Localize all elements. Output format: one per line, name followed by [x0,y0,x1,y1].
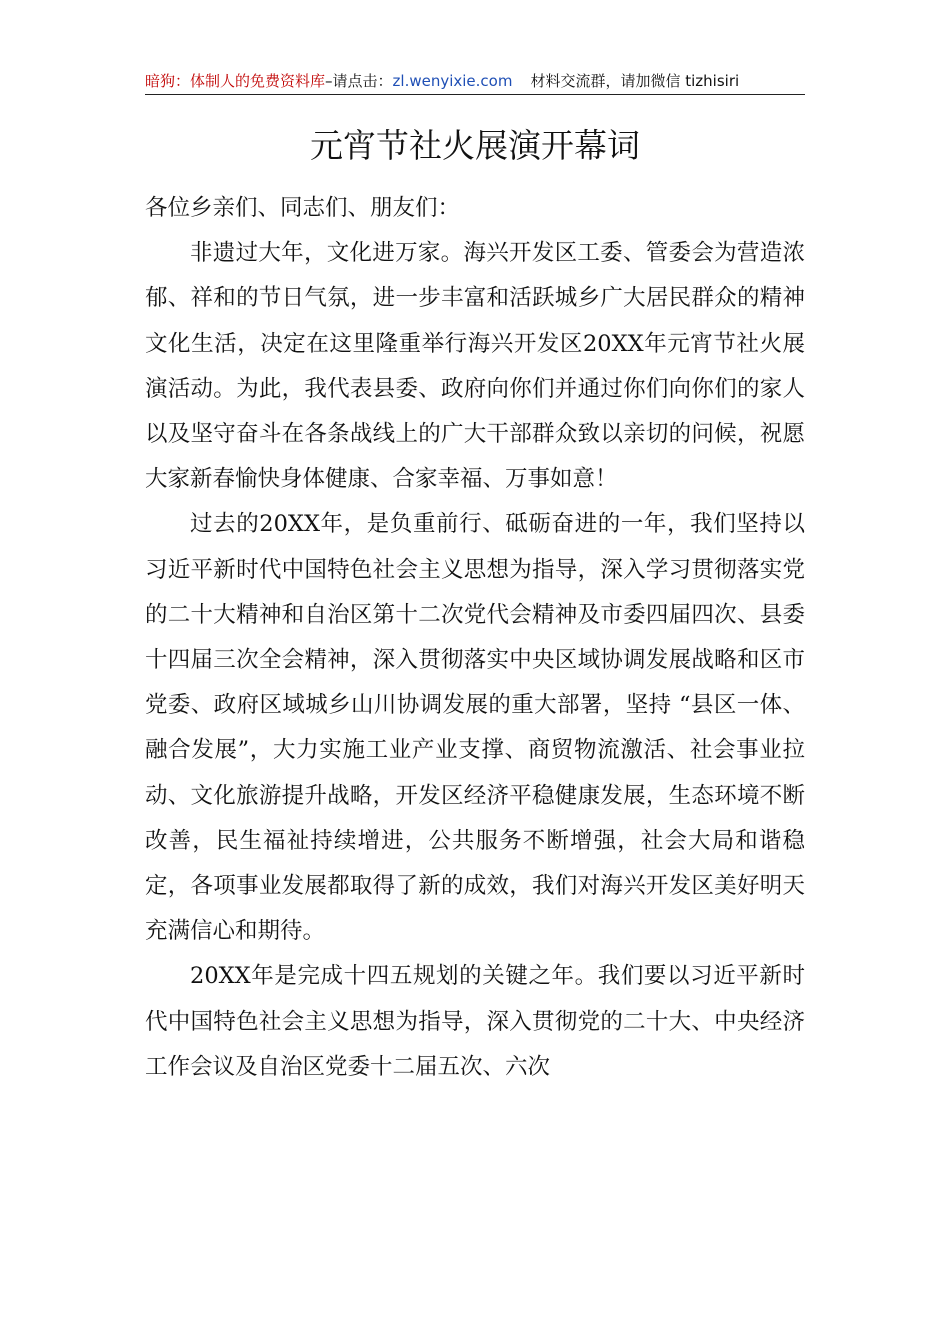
header-url-link[interactable]: zl.wenyixie.com [392,72,513,90]
body-paragraph-1: 非遗过大年，文化进万家。海兴开发区工委、管委会为营造浓郁、祥和的节日气氛，进一步丰富和活跃城乡广大居民群众的精神文化生活，决定在这里隆重举行海兴开发区20XX年元宵节社火展演活动。为此，我代表县委、政府向你们并通过你们向你们的家人以及坚守奋斗在各条战线上的广大干部群众致以亲切的问候，祝愿大家新春愉快身体健康、合家幸福、万事如意！ [145,240,805,493]
header-brand: 暗狗：体制人的免费资料库 [145,72,326,90]
body-paragraph-3: 20XX年是完成十四五规划的关键之年。我们要以习近平新时代中国特色社会主义思想为指导，深入贯彻党的二十大、中央经济工作会议及自治区党委十二届五次、六次 [145,963,805,1080]
document-body [145,186,805,1090]
document-title: 元宵节社火展演开幕词 [310,126,640,165]
header-prompt: –请点击： [325,72,393,90]
page-header [145,68,805,95]
header-wechat-note: 材料交流群，请加微信 tizhisiri [530,72,740,90]
salutation: 各位乡亲们、同志们、朋友们： [145,195,461,221]
body-paragraph-2: 过去的20XX年，是负重前行、砥砺奋进的一年，我们坚持以习近平新时代中国特色社会主义思想为指导，深入学习贯彻落实党的二十大精神和自治区第十二次党代会精神及市委四届四次、县委十四届三次全会精神，深入贯彻落实中央区域协调发展战略和区市党委、政府区域城乡山川协调发展的重大部署，坚持 “县区一体、融合发展”，大力实施工业产业支撑、商贸物流激活、社会事业拉动、文化旅游提升战略，开发区经济平稳健康发展，生态环境不断改善，民生福祉持续增进，公共服务不断增强，社会大局和谐稳定，各项事业发展都取得了新的成效，我们对海兴开发区美好明天充满信心和期待。 [145,511,805,945]
